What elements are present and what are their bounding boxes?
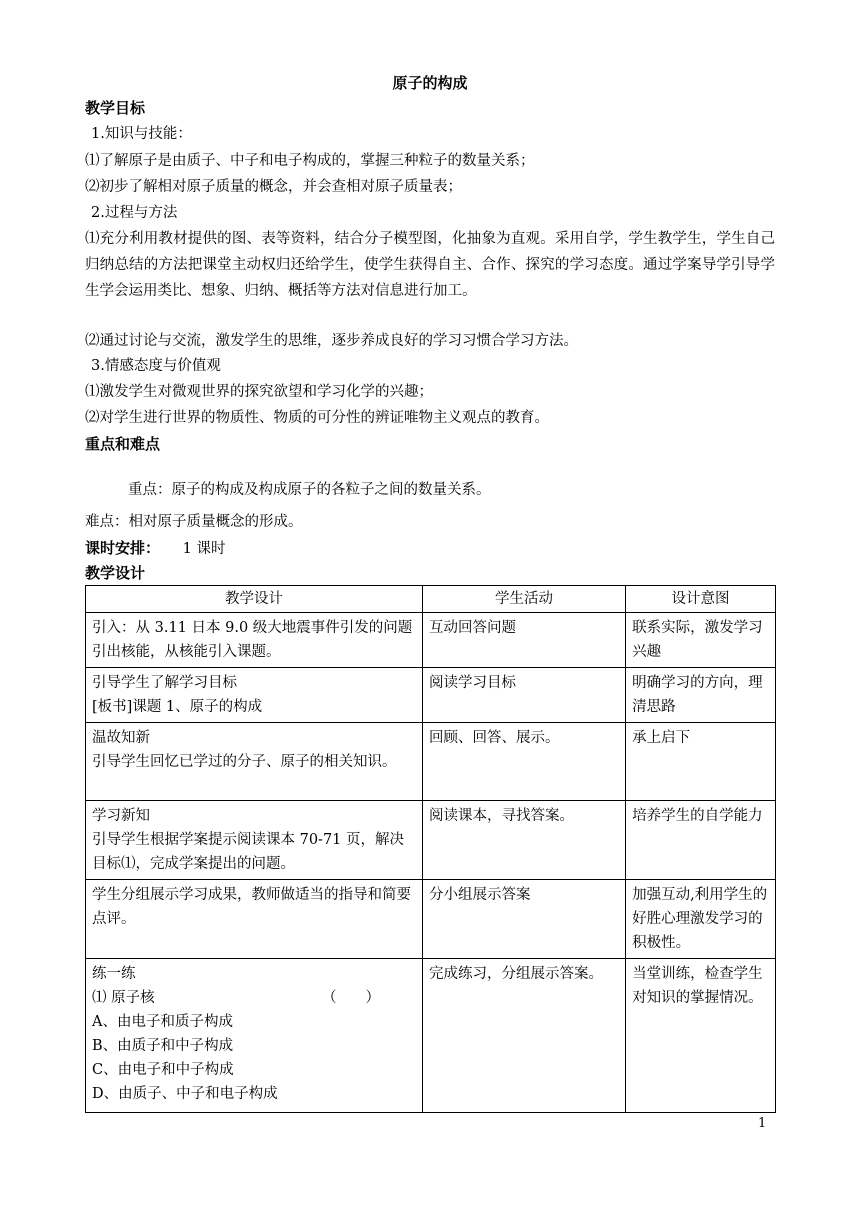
design-cell-line: 引导学生了解学习目标	[92, 675, 237, 691]
keypoint-text: 重点：原子的构成及构成原子的各粒子之间的数量关系。	[128, 482, 491, 498]
activity-cell: 互动回答问题	[423, 613, 626, 668]
activity-cell: 回顾、回答、展示。	[423, 723, 626, 801]
intent-cell: 当堂训练，检查学生对知识的掌握情况。	[626, 959, 776, 1113]
design-cell-line: 引导学生根据学案提示阅读课本 70-71 页，解决目标⑴，完成学案提出的问题。	[92, 832, 405, 872]
section-knowledge-title: 1.知识与技能：	[91, 126, 192, 142]
column-header-activity: 学生活动	[423, 586, 626, 613]
design-cell	[86, 801, 423, 880]
exercise-question	[92, 986, 416, 1010]
design-cell-line: [板书]课题 1、原子的构成	[92, 699, 263, 715]
design-cell: 引入：从 3.11 日本 9.0 级大地震事件引发的问题引出核能，从核能引入课题。	[86, 613, 423, 668]
design-cell-line: 学习新知	[92, 808, 150, 824]
design-cell-line: 引导学生回忆已学过的分子、原子的相关知识。	[92, 754, 397, 770]
design-heading: 教学设计	[85, 564, 146, 582]
section-process-title: 2.过程与方法	[91, 205, 178, 221]
table-row	[86, 880, 776, 959]
goals-heading: 教学目标	[85, 99, 146, 117]
table-row	[86, 801, 776, 880]
intent-cell: 培养学生的自学能力	[626, 801, 776, 880]
activity-cell: 阅读学习目标	[423, 668, 626, 723]
activity-cell: 分小组展示答案	[423, 880, 626, 959]
schedule-value: 1 课时	[182, 541, 226, 557]
section-attitude-title: 3.情感态度与价值观	[91, 358, 221, 374]
design-cell	[86, 723, 423, 801]
page-number: 1	[758, 1116, 767, 1131]
exercise-option: B、由质子和中子构成	[92, 1038, 234, 1054]
table-row	[86, 613, 776, 668]
intent-cell: 承上启下	[626, 723, 776, 801]
keypoints-heading: 重点和难点	[85, 435, 161, 453]
table-row	[86, 668, 776, 723]
table-header-row	[86, 586, 776, 613]
exercise-question-text: ⑴ 原子核	[92, 990, 155, 1006]
activity-cell: 阅读课本，寻找答案。	[423, 801, 626, 880]
column-header-design: 教学设计	[86, 586, 423, 613]
exercise-option: A、由电子和质子构成	[92, 1014, 233, 1030]
process-paragraph-1: ⑴充分利用教材提供的图、表等资料，结合分子模型图，化抽象为直观。采用自学，学生教学生，学生自己归纳总结的方法把课堂主动权归还给学生，使学生获得自主、合作、探究的学习态度。通过学案导学引导学生学会运用类比、想象、归纳、概括等方法对信息进行加工。	[85, 231, 775, 299]
design-cell-line: 温故知新	[92, 730, 150, 746]
activity-cell: 完成练习，分组展示答案。	[423, 959, 626, 1113]
design-cell	[86, 959, 423, 1113]
design-cell: 学生分组展示学习成果，教师做适当的指导和简要点评。	[86, 880, 423, 959]
schedule-label: 课时安排：	[85, 539, 161, 557]
table-row	[86, 723, 776, 801]
knowledge-item-1: ⑴了解原子是由质子、中子和电子构成的，掌握三种粒子的数量关系；	[85, 153, 535, 169]
answer-parentheses: （ ）	[322, 990, 381, 1006]
design-cell-line: 练一练	[92, 966, 136, 982]
exercise-option: D、由质子、中子和电子构成	[92, 1086, 278, 1102]
table-row	[86, 959, 776, 1113]
intent-cell: 加强互动,利用学生的好胜心理激发学习的积极性。	[626, 880, 776, 959]
exercise-option: C、由电子和中子构成	[92, 1062, 234, 1078]
column-header-intent: 设计意图	[626, 586, 776, 613]
teaching-design-table	[85, 585, 776, 1113]
design-cell	[86, 668, 423, 723]
intent-cell: 明确学习的方向，理清思路	[626, 668, 776, 723]
schedule-line	[85, 538, 225, 559]
intent-cell: 联系实际，激发学习兴趣	[626, 613, 776, 668]
knowledge-item-2: ⑵初步了解相对原子质量的概念，并会查相对原子质量表；	[85, 179, 462, 195]
attitude-item-2: ⑵对学生进行世界的物质性、物质的可分性的辨证唯物主义观点的教育。	[85, 410, 549, 426]
process-paragraph-2: ⑵通过讨论与交流，激发学生的思维，逐步养成良好的学习习惯合学习方法。	[85, 333, 578, 349]
document-title: 原子的构成	[392, 74, 468, 92]
difficulty-text: 难点：相对原子质量概念的形成。	[85, 514, 303, 530]
attitude-item-1: ⑴激发学生对微观世界的探究欲望和学习化学的兴趣；	[85, 384, 433, 400]
